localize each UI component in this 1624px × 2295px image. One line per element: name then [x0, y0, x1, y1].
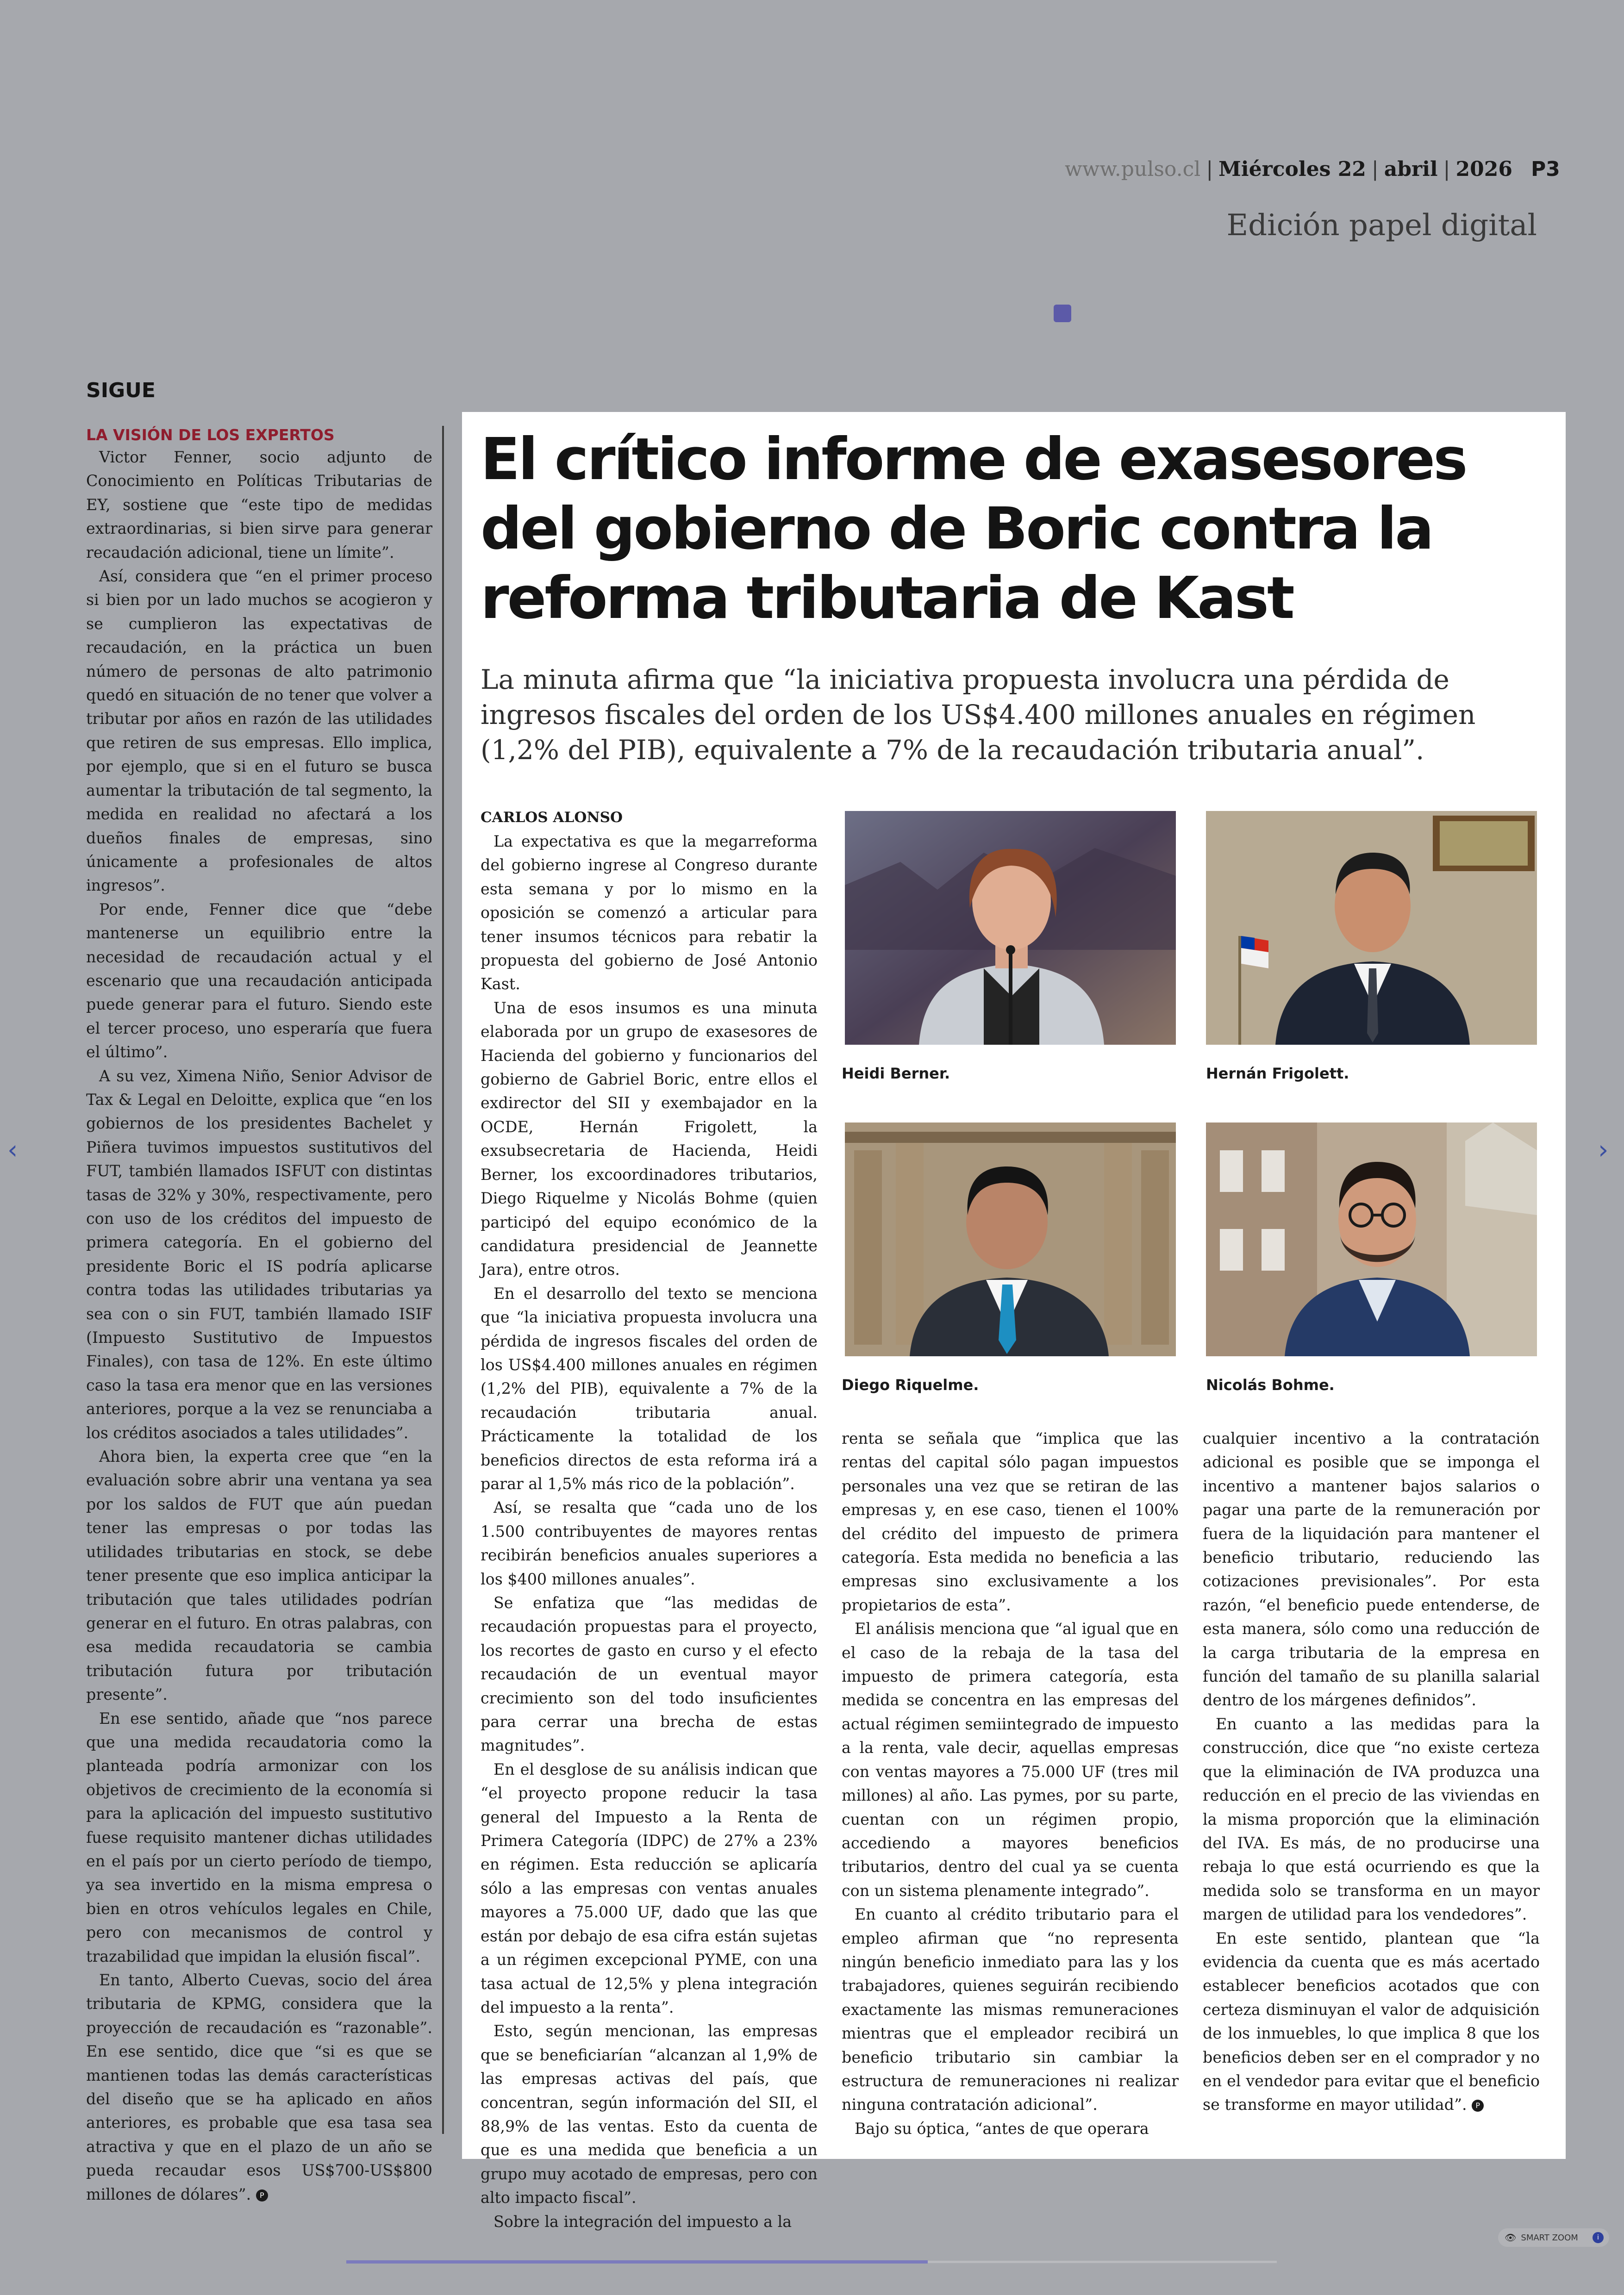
photo-caption: Hernán Frigolett. — [1206, 1065, 1349, 1082]
article-paragraph: Una de esos insumos es una minuta elaborada por un grupo de exasesores de Hacienda del gobierno y funcionarios del gobierno de Gabriel Boric, entre ellos el exdirector del SII y exembajador en la OCDE, Hernán Frigolett, la exsubsecretaria de Hacienda, Heidi Berner, los excoordinadores tributarios, Diego Riquelme y Nicolás Bohme (quien participó del equipo económico de la candidatura presidencial de Jeannette Jara), entre otros. — [481, 998, 818, 1279]
article-headline: El crítico informe de exasesores del gobierno de Boric contra la reforma tributaria de Kast — [481, 426, 1466, 632]
section-label: SIGUE — [86, 379, 156, 402]
experts-paragraph: Así, considera que “en el primer proceso si bien por un lado muchos se acogieron y se cumplieron las expectativas de recaudación, en la práctica un buen número de personas de alto patrimonio quedó en situación de no tener que volver a tributar por años en razón de las utilidades que retiren de sus empresas. Ello implica, por ejemplo, que si en el futuro se busca aumentar la tributación de tal segmento, la medida en realidad no afectará a los dueños finales de empresas, sino únicamente a profesionales de altos ingresos”. — [86, 567, 432, 895]
experts-paragraph: Por ende, Fenner dice que “debe mantenerse un equilibrio entre la necesidad de recaudación actual y el escenario que una recaudación anticipada puede generar para el futuro. Siendo este el tercer proceso, uno esperaría que fuera el último”. — [86, 900, 432, 1061]
site-url[interactable]: www.pulso.cl — [1065, 157, 1201, 181]
article-paragraph: En cuanto a las medidas para la construcción, dice que “no existe certeza que la eliminación de IVA produzca una reducción en el precio de las viviendas en la misma proporción que la eliminación del IVA. Es más, de no producirse una rebaja lo que está ocurriendo es que la medida solo se transforma en un mayor margen de utilidad para los vendedores”. — [1203, 1715, 1540, 1924]
article-paragraph: El análisis menciona que “al igual que en el caso de la rebaja de la tasa del impuesto de primera categoría, esta medida se concentra en las empresas del actual régimen semiintegrado de impuesto a la renta, vale decir, aquellas empresas con ventas mayores a 75.000 UF (tres mil millones) al año. Las pymes, por su parte, cuentan con un régimen propio, accediendo a mayores beneficios tributarios, dentro del cual ya se cuenta con un sistema plenamente integrado”. — [842, 1620, 1179, 1900]
photo-heidi-berner[interactable] — [845, 811, 1176, 1045]
article-author: CARLOS ALONSO — [481, 809, 623, 826]
photo-diego-riquelme[interactable] — [845, 1123, 1176, 1356]
experts-paragraph-text: En tanto, Alberto Cuevas, socio del área tributaria de KPMG, considera que la proyección de recaudación es “razonable”. En ese sentido, dice que “si es que se mantienen todas las demás características del diseño que se ha aplicado en años anteriores, es probable que esa tasa sea atractiva y que en el plazo de un año se pueda recaudar esos US$700-US$800 millones de dólares”. — [86, 1971, 432, 2203]
header-month: abril — [1384, 157, 1438, 181]
article-subheadline: La minuta afirma que “la iniciativa propuesta involucra una pérdida de ingresos fiscales del orden de los US$4.400 millones anuales en régimen (1,2% del PIB), equivalente a 7% de la recaudación tributaria anual”. — [481, 664, 1476, 766]
column-divider — [442, 426, 444, 2134]
experts-paragraph: Victor Fenner, socio adjunto de Conocimiento en Políticas Tributarias de EY, sostiene que “este tipo de medidas extraordinarias, si bien sirve para generar recaudación adicional, tiene un límite”. — [86, 448, 432, 561]
article-paragraph: Se enfatiza que “las medidas de recaudación propuestas para el proyecto, los recortes de gasto en curso y el efecto recaudación de un eventual mayor crecimiento son del todo insuficientes para cerrar una brecha de estas magnitudes”. — [481, 1594, 818, 1755]
previous-page-arrow-icon[interactable]: ‹ — [7, 1135, 18, 1165]
page-marker-icon[interactable] — [1054, 305, 1071, 322]
photo-nicolas-bohme[interactable] — [1206, 1123, 1537, 1356]
page-number: P3 — [1530, 157, 1560, 181]
next-page-arrow-icon[interactable]: › — [1598, 1135, 1609, 1165]
edition-label: Edición papel digital — [1226, 208, 1537, 243]
experts-paragraph — [86, 1968, 432, 2206]
header-separator: | — [1206, 157, 1213, 181]
article-paragraph: En el desglose de su análisis indican que “el proyecto propone reducir la tasa general del Impuesto a la Renta de Primera Categoría (IDPC) de 27% a 23% en régimen. Esta reducción se aplicaría sólo a las empresas con ventas anuales mayores a 75.000 UF, dado que las que están por debajo de esa cifra están sujetas a un régimen excepcional PYME, con una tasa actual de 12,5% y plena integración del impuesto a la renta”. — [481, 1760, 818, 2016]
article-paragraph: La expectativa es que la megarreforma del gobierno ingrese al Congreso durante esta semana y por lo mismo en la oposición se comenzó a articular para tener insumos técnicos para rebatir la propuesta del gobierno de José Antonio Kast. — [481, 832, 818, 993]
article-paragraph: En cuanto al crédito tributario para el empleo afirman que “no representa ningún beneficio inmediato para las y los trabajadores, quienes seguirán recibiendo exactamente las mismas remuneraciones mientras que el empleador recibirá un beneficio tributario sin cambiar la estructura de remuneraciones ni realizar ninguna contratación adicional”. — [842, 1905, 1179, 2114]
smart-zoom-button[interactable] — [1498, 2228, 1609, 2247]
experts-heading: LA VISIÓN DE LOS EXPERTOS — [86, 426, 335, 444]
article-paragraph: renta se señala que “implica que las rentas del capital sólo pagan impuestos personales una vez que se retiran de las empresas y, en ese caso, tienen el 100% del crédito del impuesto de primera categoría. Esta medida no beneficia a las empresas sino exclusivamente a los propietarios de esta”. — [842, 1429, 1179, 1614]
portrait-image — [1206, 811, 1537, 1045]
photo-caption: Diego Riquelme. — [842, 1376, 979, 1394]
article-paragraph: En el desarrollo del texto se menciona que “la iniciativa propuesta involucra una pérdida de ingresos fiscales del orden de los US$4.400 millones anuales en régimen (1,2% del PIB), equivalente a 7% de la recaudación tributaria anual. Prácticamente la totalidad de los beneficios directos de esta reforma irá a parar al 1,5% más rico de la población”. — [481, 1284, 818, 1493]
experts-column — [86, 445, 432, 2206]
experts-paragraph: Ahora bien, la experta cree que “en la evaluación sobre abrir una ventana ya sea por los saldos de FUT que aún puedan tener las empresas o por todas las utilidades tributarias en stock, se debe tener presente que eso implica anticipar la tributación que tales utilidades podrían generar en el futuro. En otras palabras, con esa medida recaudatoria se cambia tributación futura por tributación presente”. — [86, 1447, 432, 1704]
portrait-image — [845, 1123, 1176, 1356]
page-progress-fill — [346, 2260, 928, 2264]
photo-hernan-frigolett[interactable] — [1206, 811, 1537, 1045]
header-date: Miércoles 22 — [1218, 157, 1366, 181]
portrait-image — [1206, 1123, 1537, 1356]
photo-caption: Nicolás Bohme. — [1206, 1376, 1335, 1394]
end-mark-icon: P — [1472, 2100, 1484, 2112]
article-paragraph — [1203, 1927, 1540, 2117]
experts-paragraph: A su vez, Ximena Niño, Senior Advisor de Tax & Legal en Deloitte, explica que “en los gobiernos de los presidentes Bachelet y Piñera tuvimos impuestos sustitutivos del FUT, también llamados ISFUT con distintas tasas de 32% y 30%, respectivamente, pero con uso de los créditos del impuesto de primera categoría. En el gobierno del presidente Boric el IS podría aplicarse contra todas las utilidades tributarias ya sea con o sin FUT, también llamado ISIF (Impuesto Sustitutivo de Impuestos Finales), con tasa de 12%. En este último caso la tasa era menor que en las versiones anteriores, porque a la vez se renunciaba a los créditos asociados a tales utilidades”. — [86, 1066, 432, 1442]
article-paragraph: Sobre la integración del impuesto a la — [493, 2212, 792, 2231]
article-paragraph: cualquier incentivo a la contratación adicional es posible que se imponga el incentivo a mantener bajos salarios o pagar una parte de la remuneración por fuera de la liquidación para mantener el beneficio tributario, reduciendo las cotizaciones previsionales”. Por esta razón, “el beneficio puede entenderse, de esta manera, sólo como una reducción de la carga tributaria de la empresa en función del tamaño de su planilla salarial dentro de los márgenes definidos”. — [1203, 1429, 1540, 1709]
article-paragraph: Así, se resalta que “cada uno de los 1.500 contribuyentes de mayores rentas recibirán beneficios anuales superiores a los $400 millones anuales”. — [481, 1498, 818, 1588]
page-header — [1065, 157, 1560, 181]
photo-caption: Heidi Berner. — [842, 1065, 950, 1082]
article-paragraph: Bajo su óptica, “antes de que operara — [855, 2119, 1149, 2138]
article-paragraph-text: En este sentido, plantean que “la evidencia da cuenta que es más acertado establecer beneficios acotados que con certeza disminuyan el valor de adquisición de los inmuebles, lo que implica 8 que los beneficios deben ser en el comprador y no en el vendedor para evitar que el beneficio se transforme en mayor utilidad”. — [1203, 1929, 1540, 2114]
experts-paragraph: En ese sentido, añade que “nos parece que una medida recaudatoria como la planteada podría armonizar con los objetivos de crecimiento de la economía si para la aplicación del impuesto sustitutivo fuese requisito mantener dichas utilidades en el país por un cierto período de tiempo, ya sea invertido en la misma empresa o bien en otros vehículos legales en Chile, pero con mecanismos de control y trazabilidad que impidan la elusión fiscal”. — [86, 1709, 432, 1965]
article-column-2 — [842, 1427, 1179, 2140]
article-column-1 — [481, 829, 818, 2233]
end-mark-icon: P — [256, 2189, 268, 2201]
header-separator: | — [1371, 157, 1379, 181]
article-column-3 — [1203, 1427, 1540, 2117]
smart-zoom-label: SMART ZOOM — [1521, 2233, 1578, 2243]
header-year: 2026 — [1455, 157, 1512, 181]
info-badge-icon: i — [1593, 2232, 1604, 2243]
eye-icon: 👁 — [1505, 2232, 1517, 2243]
article-paragraph: Esto, según mencionan, las empresas que se beneficiarían “alcanzan al 1,9% de las empresas activas del país, que concentran, según información del SII, el 88,9% de las ventas. Esto da cuenta de que es una medida que beneficia a un grupo muy acotado de empresas, pero con alto impacto fiscal”. — [481, 2022, 818, 2207]
header-separator: | — [1443, 157, 1450, 181]
portrait-image — [845, 811, 1176, 1045]
